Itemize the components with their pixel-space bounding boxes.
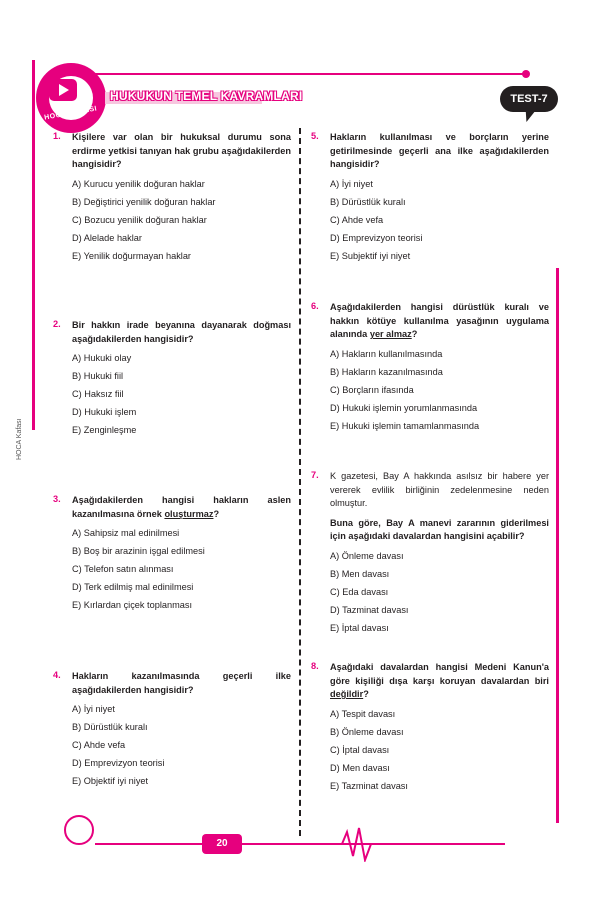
negation-underline: değildir: [330, 689, 364, 699]
question-number: 4.: [53, 670, 61, 680]
question-number: 5.: [311, 131, 319, 141]
question-number: 3.: [53, 494, 61, 504]
option-b[interactable]: B) Boş bir arazinin işgal edilmesi: [72, 546, 205, 557]
option-d[interactable]: D) Tazminat davası: [330, 604, 409, 615]
option-d[interactable]: D) Alelade haklar: [72, 232, 142, 243]
option-d[interactable]: D) Men davası: [330, 762, 390, 773]
option-e[interactable]: E) Kırlardan çiçek toplanması: [72, 600, 192, 611]
option-c[interactable]: C) Haksız fiil: [72, 389, 124, 400]
option-c[interactable]: C) Borçların ifasında: [330, 384, 414, 395]
option-list: [330, 178, 549, 268]
option-a[interactable]: A) İyi niyet: [72, 704, 115, 714]
header-rule: [70, 73, 525, 75]
option-list: [330, 348, 549, 438]
option-b[interactable]: B) Dürüstlük kuralı: [72, 722, 148, 733]
header-rule-dot: [522, 70, 530, 78]
option-a[interactable]: A) İyi niyet: [330, 178, 373, 189]
logo-text: HOCA KAFASI: [43, 105, 98, 122]
question-stem: Hakların kullanılması ve borçların yerine getirilmesinde geçerli ana ilke aşağıdakilerden hangisidir?: [330, 132, 549, 169]
question-6: [311, 301, 549, 438]
question-2: [53, 319, 291, 442]
question-number: 6.: [311, 301, 319, 311]
question-stem: Aşağıdaki davalardan hangisi Medeni Kanun'a göre kişiliği dışa karşı koruyan davalardan biri değildir?: [330, 662, 549, 699]
option-list: [330, 550, 549, 640]
question-stem: Aşağıdakilerden hangisi hakların aslen kazanılmasına örnek oluşturmaz?: [72, 495, 291, 519]
question-number: 7.: [311, 470, 319, 480]
option-c[interactable]: C) Ahde vefa: [330, 214, 384, 225]
option-e[interactable]: E) Tazminat davası: [330, 780, 408, 791]
question-stem: Kişilere var olan bir hukuksal durumu sona erdirme yetkisi tanıyan hak grubu aşağıdakilerden hangisidir?: [72, 132, 291, 169]
option-a[interactable]: A) Kurucu yenilik doğuran haklar: [72, 178, 205, 189]
option-b[interactable]: B) Önleme davası: [330, 726, 404, 737]
option-d[interactable]: D) Emprevizyon teorisi: [330, 232, 423, 243]
option-e[interactable]: E) Zenginleşme: [72, 425, 137, 436]
option-e[interactable]: E) Objektif iyi niyet: [72, 776, 149, 787]
footer-brand-icon: [64, 815, 94, 845]
option-b[interactable]: B) Hukuki fiil: [72, 371, 124, 382]
test-badge: TEST-7: [500, 86, 558, 112]
option-c[interactable]: C) İptal davası: [330, 744, 390, 755]
side-brand: HOCA Kafası: [16, 418, 23, 460]
option-d[interactable]: D) Terk edilmiş mal edinilmesi: [72, 582, 194, 593]
option-e[interactable]: E) Yenilik doğurmayan haklar: [72, 250, 191, 261]
question-stem: Aşağıdakilerden hangisi dürüstlük kuralı ve hakkın kötüye kullanılma yasağının uygulama alanında yer almaz?: [330, 302, 549, 339]
question-8: [311, 661, 549, 798]
page-number: 20: [202, 834, 242, 854]
heartbeat-icon: [330, 826, 390, 862]
option-c[interactable]: C) Bozucu yenilik doğuran haklar: [72, 214, 207, 225]
option-c[interactable]: C) Telefon satın alınması: [72, 564, 174, 575]
option-c[interactable]: C) Eda davası: [330, 586, 389, 597]
question-4: [53, 670, 291, 793]
option-list: [72, 178, 291, 268]
option-e[interactable]: E) Hukuki işlemin tamamlanmasında: [330, 420, 480, 431]
column-divider: [299, 128, 301, 836]
option-b[interactable]: B) Hakların kazanılmasında: [330, 366, 443, 377]
footer-rule: [95, 843, 505, 845]
option-a[interactable]: A) Hukuki olay: [72, 353, 132, 363]
question-7: [311, 470, 549, 640]
option-c[interactable]: C) Ahde vefa: [72, 740, 126, 751]
question-number: 2.: [53, 319, 61, 329]
option-list: [72, 703, 291, 793]
option-list: [72, 527, 291, 617]
page-title: HUKUKUN TEMEL KAVRAMLARI: [110, 89, 303, 103]
option-list: [330, 708, 549, 798]
negation-underline: yer almaz: [369, 329, 412, 339]
option-b[interactable]: B) Değiştirici yenilik doğuran haklar: [72, 196, 216, 207]
question-number: 8.: [311, 661, 319, 671]
option-b[interactable]: B) Dürüstlük kuralı: [330, 196, 406, 207]
question-stem: Buna göre, Bay A manevi zararının giderilmesi için aşağıdaki davalardan hangisini açabilir?: [330, 517, 549, 541]
option-e[interactable]: E) Subjektif iyi niyet: [330, 250, 411, 261]
question-context: K gazetesi, Bay A hakkında asılsız bir habere yer vererek evlilik birliğinin zedelenmesine neden olmuştur.: [330, 471, 549, 508]
question-stem: Bir hakkın irade beyanına dayanarak doğması aşağıdakilerden hangisidir?: [72, 320, 291, 344]
question-number: 1.: [53, 131, 61, 141]
option-a[interactable]: A) Önleme davası: [330, 550, 404, 561]
question-stem: Hakların kazanılmasında geçerli ilke aşağıdakilerden hangisidir?: [72, 671, 291, 695]
option-b[interactable]: B) Men davası: [330, 568, 390, 579]
play-triangle-icon: [59, 84, 69, 96]
left-margin-bar: [32, 60, 35, 430]
option-list: [72, 352, 291, 442]
option-d[interactable]: D) Hukuki işlemin yorumlanmasında: [330, 402, 478, 413]
option-d[interactable]: D) Emprevizyon teorisi: [72, 758, 165, 769]
negation-underline: oluşturmaz: [164, 508, 214, 519]
option-a[interactable]: A) Hakların kullanılmasında: [330, 348, 443, 359]
question-5: [311, 131, 549, 268]
option-e[interactable]: E) İptal davası: [330, 622, 389, 633]
right-margin-bar: [556, 268, 559, 823]
option-a[interactable]: A) Tespit davası: [330, 708, 396, 719]
question-1: [53, 131, 291, 268]
option-d[interactable]: D) Hukuki işlem: [72, 407, 137, 418]
question-3: [53, 494, 291, 617]
option-a[interactable]: A) Sahipsiz mal edinilmesi: [72, 528, 180, 538]
